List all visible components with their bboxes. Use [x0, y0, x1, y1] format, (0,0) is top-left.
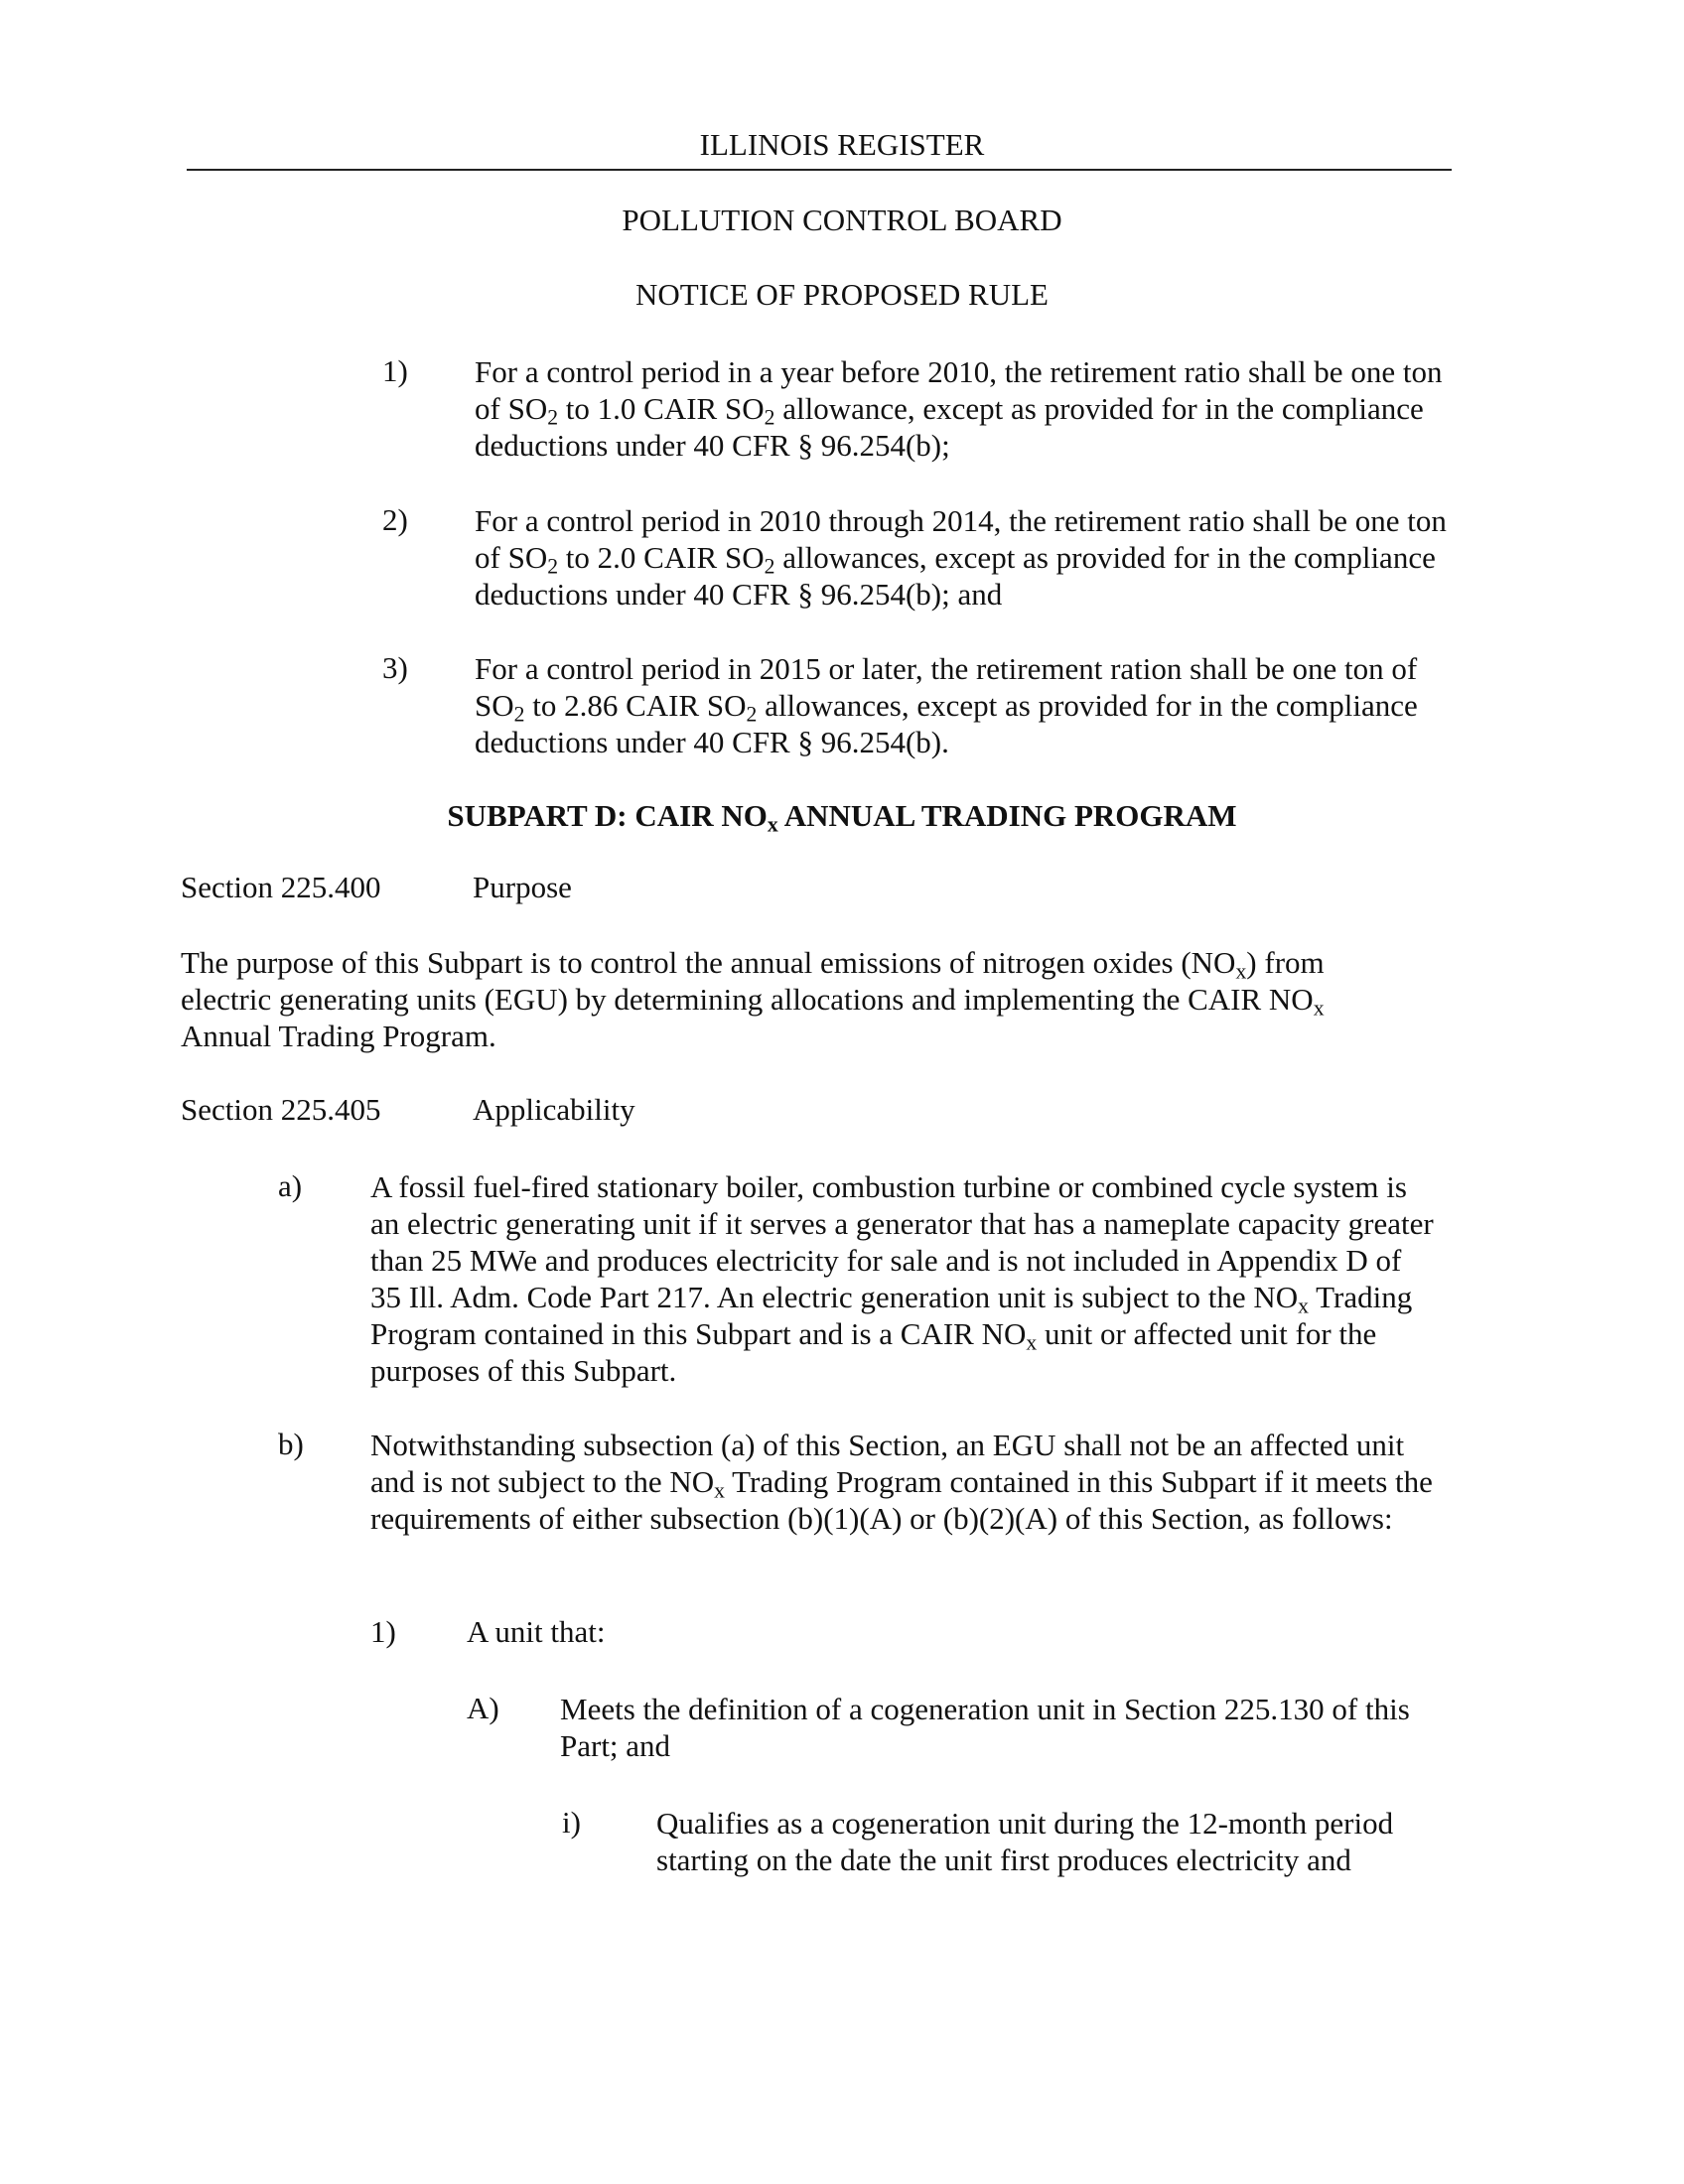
subsection-b1A-number: A)	[467, 1691, 499, 1725]
board-title: POLLUTION CONTROL BOARD	[622, 203, 1062, 237]
item-number: 1)	[382, 353, 408, 388]
subsection-b1-number: 1)	[370, 1614, 396, 1649]
section-number: Section 225.405	[181, 1092, 381, 1127]
subsection-b1Ai-number: i)	[562, 1805, 581, 1840]
item-number: 2)	[382, 502, 408, 537]
register-title: ILLINOIS REGISTER	[699, 127, 985, 162]
item-text: For a control period in a year before 2010, the retirement ratio shall be one ton of $SO_2$ to 1.0 CAIR $SO_2$ allowance, except as provided for in the compliance deductions under 40 CFR § 96.254(b);	[475, 354, 1443, 463]
header-rule	[187, 169, 1452, 171]
subsection-b-text: Notwithstanding subsection (a) of this Section, an EGU shall not be an affected unit and is not subject to the $NO_x$ Trading Program contained in this Subpart if it meets the requirements of either subsection (b)(1)(A) or (b)(2)(A) of this Section, as follows:	[370, 1428, 1433, 1536]
subsection-a-text: A fossil fuel-fired stationary boiler, combustion turbine or combined cycle system is an electric generating unit if it serves a generator that has a nameplate capacity greater than 25 MWe and produces electricity for sale and is not included in Appendix D of 35 Ill. Adm. Code Part 217. An electric generation unit is subject to the $NO_x$ Trading Program contained in this Subpart and is a CAIR $NO_x$ unit or affected unit for the purposes of this Subpart.	[370, 1169, 1434, 1388]
section-title: Applicability	[473, 1092, 635, 1127]
subsection-b1-text: A unit that:	[467, 1614, 606, 1649]
subsection-a-number: a)	[278, 1168, 303, 1203]
section-number: Section 225.400	[181, 870, 381, 904]
subsection-b-number: b)	[278, 1427, 304, 1461]
item-text: For a control period in 2010 through 2014, the retirement ratio shall be one ton of $SO_2$ to 2.0 CAIR $SO_2$ allowances, except as provided for in the compliance deductions under 40 CFR § 96.254(b); and	[475, 503, 1447, 612]
section-title: Purpose	[473, 870, 572, 904]
section-text: The purpose of this Subpart is to control the annual emissions of nitrogen oxides $(NO_x)$ from electric generating units (EGU) by determining allocations and implementing the CAIR $NO_x$ Annual Trading Program.	[181, 945, 1325, 1053]
subsection-b1A-text: Meets the definition of a cogeneration unit in Section 225.130 of this Part; and	[560, 1692, 1410, 1763]
subsection-b1Ai-text: Qualifies as a cogeneration unit during the 12-month period starting on the date the unit first produces electricity and	[656, 1806, 1394, 1877]
item-number: 3)	[382, 650, 408, 685]
subpart-heading: SUBPART D: CAIR $NO_x$ ANNUAL TRADING PROGRAM	[447, 798, 1237, 837]
notice-title: NOTICE OF PROPOSED RULE	[635, 277, 1049, 312]
item-text: For a control period in 2015 or later, the retirement ration shall be one ton of $SO_2$ to 2.86 CAIR $SO_2$ allowances, except as provided for in the compliance deductions under 40 CFR § 96.254(b).	[475, 651, 1418, 759]
